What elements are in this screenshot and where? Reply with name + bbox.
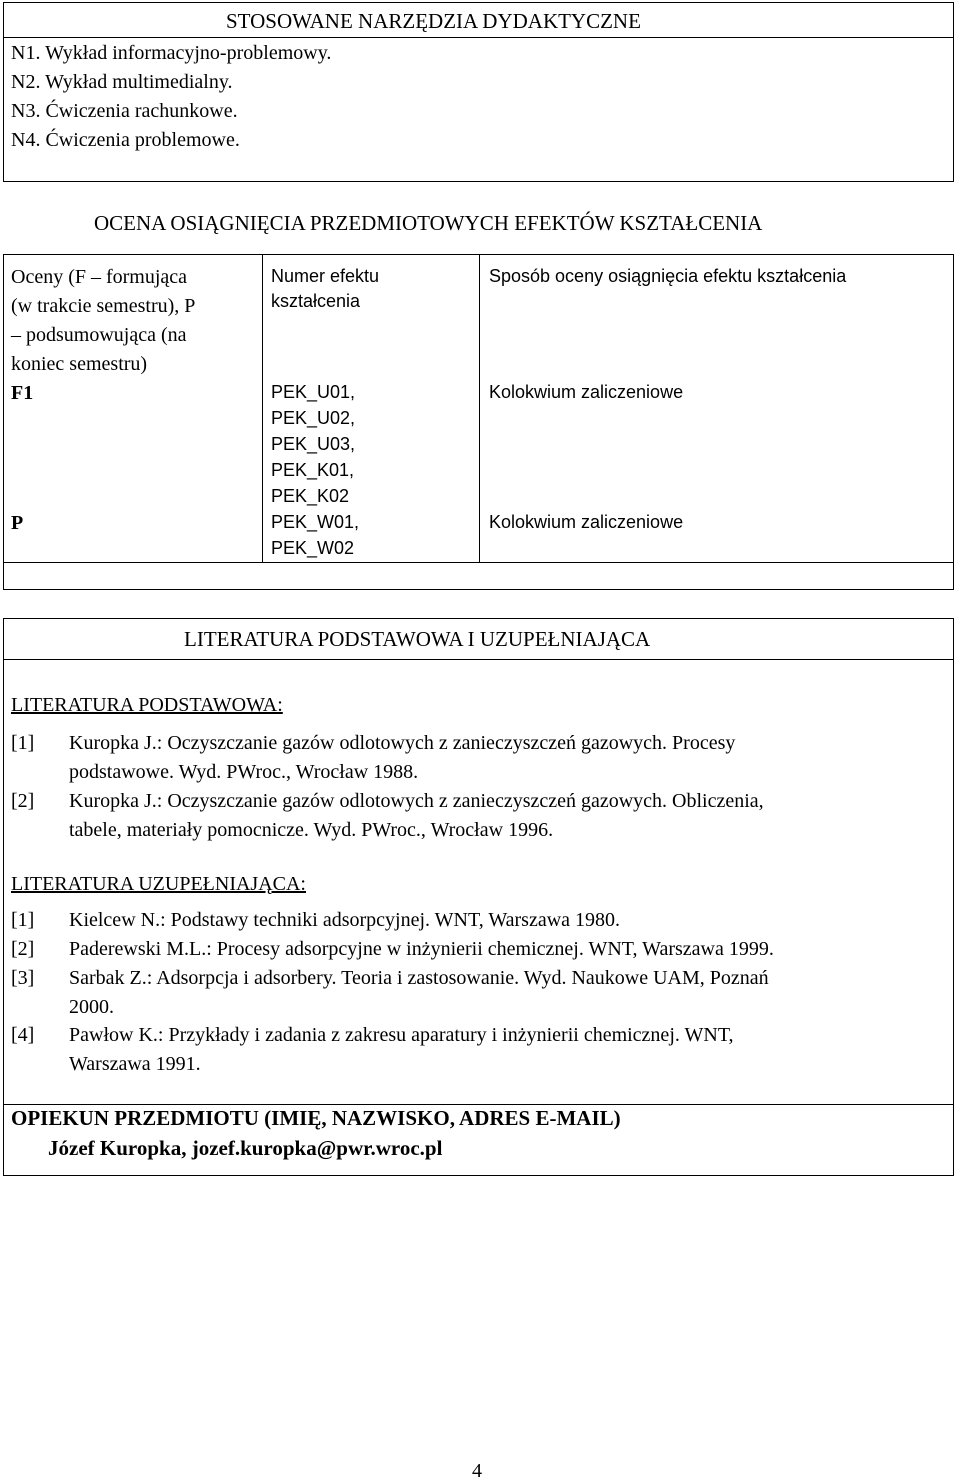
tools-item: N4. Ćwiczenia problemowe.: [11, 129, 240, 151]
header-method: Sposób oceny osiągnięcia efektu kształcenia: [489, 266, 847, 286]
assessment-title: OCENA OSIĄGNIĘCIA PRZEDMIOTOWYCH EFEKTÓW KSZTAŁCENIA: [94, 211, 763, 235]
literature-item-line: tabele, materiały pomocnicze. Wyd. PWroc., Wrocław 1996.: [69, 819, 554, 841]
row-method: Kolokwium zaliczeniowe: [489, 382, 684, 402]
literature-item-line: Kuropka J.: Oczyszczanie gazów odlotowych z zanieczyszczeń gazowych. Procesy: [69, 732, 736, 754]
literature-supplementary-item: [11, 935, 941, 964]
literature-item-line: Sarbak Z.: Adsorpcja i adsorbery. Teoria i zastosowanie. Wyd. Naukowe UAM, Poznań: [69, 967, 769, 989]
literature-supplementary-item: [11, 964, 941, 1022]
header-grade-line: Oceny (F – formująca: [11, 266, 188, 288]
literature-item-line: Kuropka J.: Oczyszczanie gazów odlotowych z zanieczyszczeń gazowych. Obliczenia,: [69, 790, 764, 812]
tools-title-divider: [3, 37, 954, 38]
literature-item-line: Pawłow K.: Przykłady i zadania z zakresu aparatury i inżynierii chemicznej. WNT,: [69, 1024, 734, 1046]
literature-item-number: [1]: [11, 732, 35, 754]
assessment-row-divider: [3, 562, 954, 563]
tools-item: N2. Wykład multimedialny.: [11, 71, 233, 93]
tools-item: N3. Ćwiczenia rachunkowe.: [11, 100, 238, 122]
row-effect: PEK_K02: [271, 486, 350, 506]
literature-basic-item: [11, 729, 941, 787]
row-method: Kolokwium zaliczeniowe: [489, 512, 684, 532]
literature-basic-heading: LITERATURA PODSTAWOWA:: [11, 694, 283, 716]
literature-title-divider: [3, 659, 954, 660]
literature-item-number: [3]: [11, 967, 35, 989]
header-grade-line: koniec semestru): [11, 353, 148, 375]
row-grade: F1: [11, 382, 34, 404]
row-effect: PEK_U03,: [271, 434, 356, 454]
literature-item-number: [4]: [11, 1024, 35, 1046]
header-grade-line: (w trakcie semestru), P: [11, 295, 196, 317]
row-effect: PEK_W02: [271, 538, 355, 558]
row-effect: PEK_W01,: [271, 512, 360, 532]
header-effect-line: kształcenia: [271, 291, 361, 311]
assessment-col-divider: [262, 254, 263, 562]
row-effect: PEK_U02,: [271, 408, 356, 428]
tools-title: STOSOWANE NARZĘDZIA DYDAKTYCZNE: [226, 9, 641, 33]
assessment-col-divider: [479, 254, 480, 562]
literature-item-line: podstawowe. Wyd. PWroc., Wrocław 1988.: [69, 761, 419, 783]
supervisor-heading: OPIEKUN PRZEDMIOTU (IMIĘ, NAZWISKO, ADRES E-MAIL): [11, 1106, 621, 1130]
literature-item-line: 2000.: [69, 996, 114, 1018]
literature-item-line: Warszawa 1991.: [69, 1053, 201, 1075]
literature-supplementary-item: [11, 906, 941, 935]
header-effect-line: Numer efektu: [271, 266, 380, 286]
literature-item-line: Kielcew N.: Podstawy techniki adsorpcyjnej. WNT, Warszawa 1980.: [69, 909, 621, 931]
row-grade: P: [11, 512, 24, 534]
row-effect: PEK_U01,: [271, 382, 356, 402]
header-grade-line: – podsumowująca (na: [11, 324, 187, 346]
literature-supplementary-heading: LITERATURA UZUPEŁNIAJĄCA:: [11, 873, 306, 895]
literature-item-number: [2]: [11, 938, 35, 960]
literature-supplementary-item: [11, 1021, 941, 1079]
supervisor-name: Józef Kuropka, jozef.kuropka@pwr.wroc.pl: [48, 1136, 443, 1160]
literature-item-line: Paderewski M.L.: Procesy adsorpcyjne w inżynierii chemicznej. WNT, Warszawa 1999.: [69, 938, 774, 960]
literature-item-number: [2]: [11, 790, 35, 812]
literature-item-number: [1]: [11, 909, 35, 931]
tools-item: N1. Wykład informacyjno-problemowy.: [11, 42, 332, 64]
literature-title: LITERATURA PODSTAWOWA I UZUPEŁNIAJĄCA: [184, 627, 651, 651]
page-number: 4: [472, 1460, 482, 1482]
literature-basic-item: [11, 787, 941, 845]
row-effect: PEK_K01,: [271, 460, 355, 480]
